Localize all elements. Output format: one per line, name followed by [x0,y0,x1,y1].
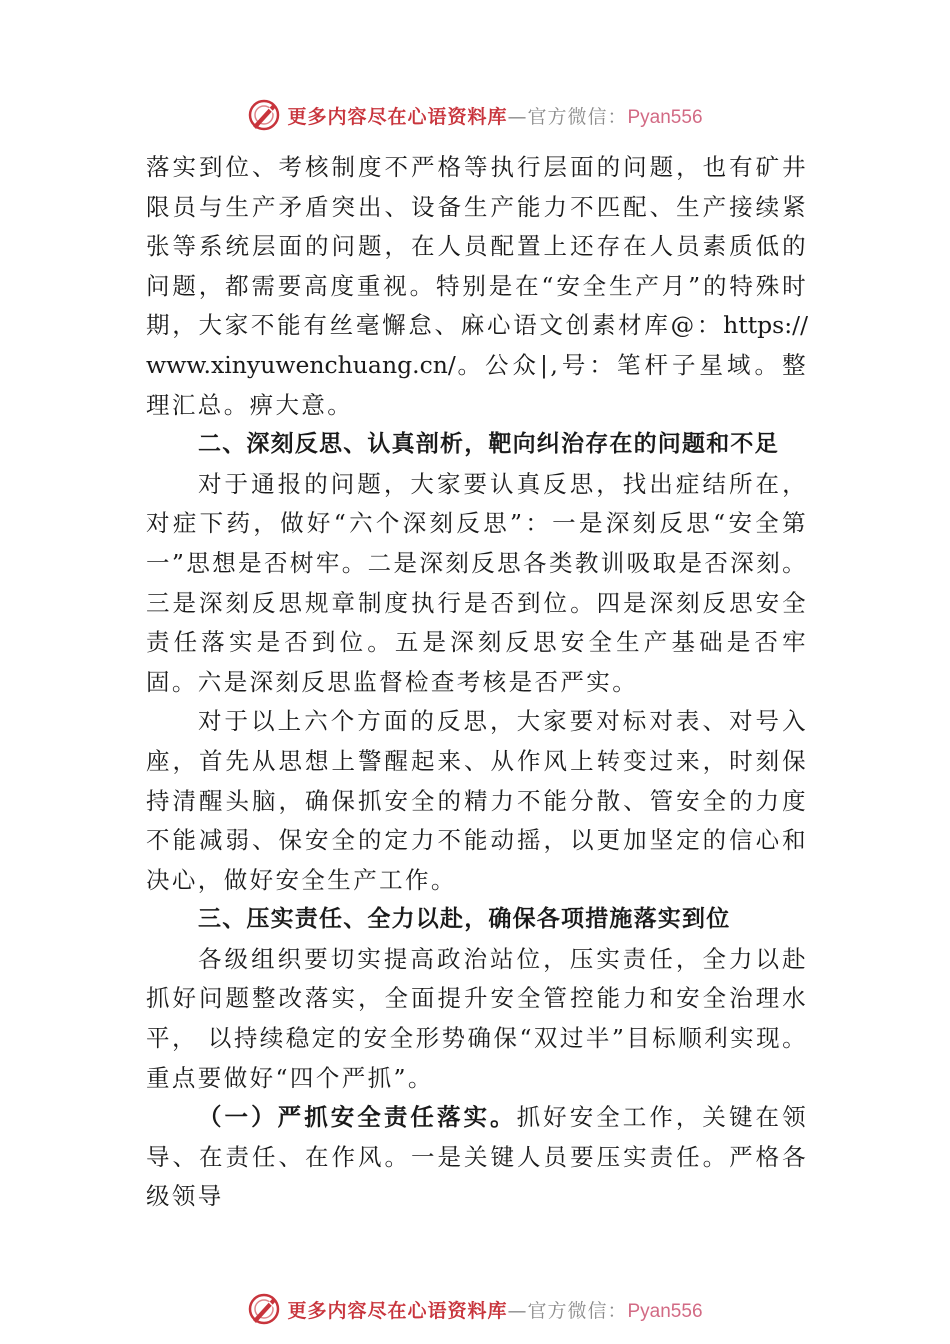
paragraph-4: 各级组织要切实提高政治站位，压实责任，全力以赴抓好问题整改落实，全面提升安全管控能力和安全治理水平， 以持续稳定的安全形势确保“双过半”目标顺利实现。重点要做好“四个严抓”。 [146,944,808,1092]
brand-logo-icon [247,98,281,132]
header-wechat-label: 官方微信： [527,105,628,128]
brand-logo-icon [247,1292,281,1326]
footer-watermark [0,1289,950,1329]
section-heading-3: 三、压实责任、全力以赴，确保各项措施落实到位 [198,906,731,933]
paragraph-1-end: 。公众|,号：笔杆子星域。整理汇总。痹大意。 [146,350,808,419]
paragraph-1-url: https://www.xinyuwenchuang.cn/ [146,311,808,379]
paragraph-1 [146,148,808,425]
footer-site-name: 更多内容尽在心语资料库 [287,1299,508,1322]
footer-watermark-text [287,1296,702,1323]
subsection-title-1: （一）严抓安全责任落实。 [198,1103,517,1132]
document-body [146,148,808,1217]
header-wechat-id: Pyan556 [627,106,703,128]
header-site-name: 更多内容尽在心语资料库 [287,105,508,128]
header-watermark [0,95,950,135]
paragraph-5-text: 抓好安全工作，关键在领导、在责任、在作风。一是关键人员要压实责任。严格各级领导 [146,1103,808,1211]
paragraph-3: 对于以上六个方面的反思，大家要对标对表、对号入座，首先从思想上警醒起来、从作风上转变过来，时刻保持清醒头脑，确保抓安全的精力不能分散、管安全的力度不能减弱、保安全的定力不能动摇，以更加坚定的信心和决心，做好安全生产工作。 [146,707,808,894]
section-heading-2: 二、深刻反思、认真剖析，靶向纠治存在的问题和不足 [198,431,779,458]
paragraph-5 [146,1098,808,1217]
footer-wechat-label: 官方微信： [527,1299,628,1322]
paragraph-2: 对于通报的问题，大家要认真反思，找出症结所在，对症下药，做好“六个深刻反思”：一是深刻反思“安全第一”思想是否树牢。二是深刻反思各类教训吸取是否深刻。三是深刻反思规章制度执行是否到位。四是深刻反思安全责任落实是否到位。五是深刻反思安全生产基础是否牢固。六是深刻反思监督检查考核是否严实。 [146,469,808,696]
paragraph-1-start: 落实到位、考核制度不严格等执行层面的问题，也有矿井限员与生产矛盾突出、设备生产能力不匹配、生产接续紧张等系统层面的问题，在人员配置上还存在人员素质低的问题，都需要高度重视。特别是在“安全生产月”的特殊时期，大家不能有丝毫懈怠、麻心语文创素材库@： [146,153,808,340]
header-watermark-text [287,102,702,129]
footer-separator: — [507,1299,528,1322]
footer-wechat-id: Pyan556 [627,1300,703,1322]
header-separator: — [507,105,528,128]
